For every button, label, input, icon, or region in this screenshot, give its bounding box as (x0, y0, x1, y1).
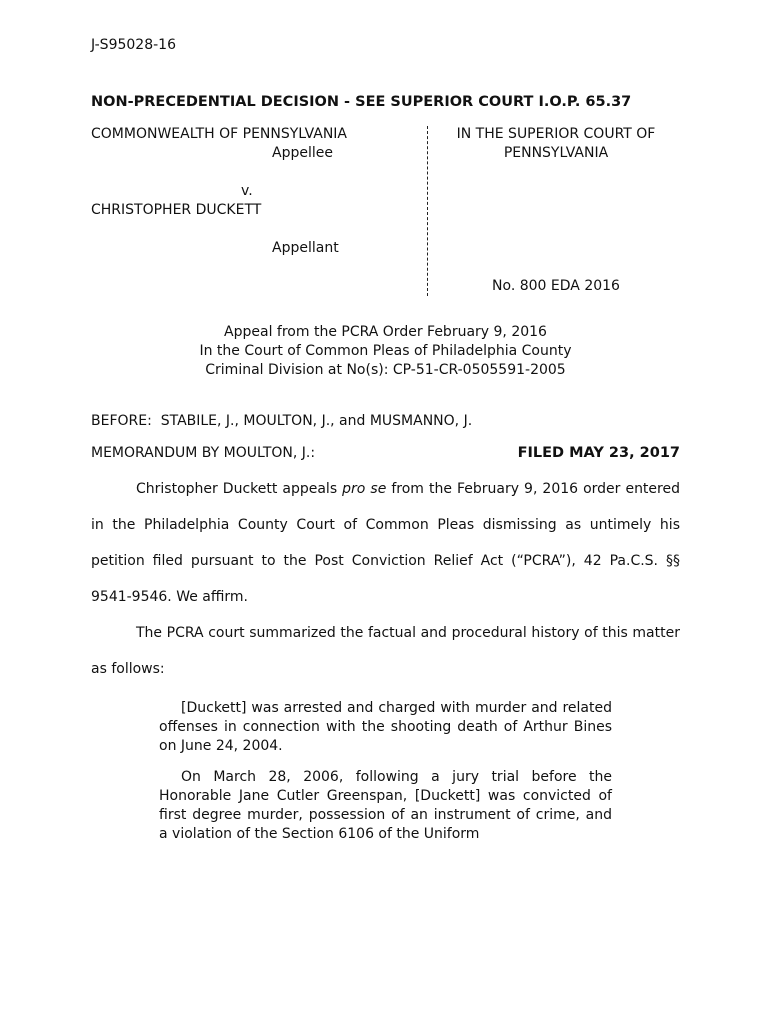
history-intro-paragraph (91, 615, 680, 687)
memorandum-author: MEMORANDUM BY MOULTON, J.: (91, 445, 316, 461)
appeal-line-2: In the Court of Common Pleas of Philadelphia County (199, 343, 572, 359)
appellee-role: Appellee (272, 145, 333, 161)
caption-court (432, 125, 680, 296)
quote-text-1: [Duckett] was arrested and charged with murder and related offenses in connection with the shooting death of Arthur Bines on June 24, 2004. (159, 700, 612, 754)
court-name-line1: IN THE SUPERIOR COURT OF (456, 126, 656, 142)
appellee-name: COMMONWEALTH OF PENNSYLVANIA (91, 126, 348, 142)
block-quote-paragraph-1 (159, 699, 612, 756)
caption-parties (91, 125, 427, 258)
docket-number: J-S95028-16 (91, 37, 176, 53)
appeal-line-3: Criminal Division at No(s): CP-51-CR-0505591-2005 (205, 362, 566, 378)
quote-text-2: On March 28, 2006, following a jury trial before the Honorable Jane Cutler Greenspan, [Duckett] was convicted of first degree murder, possession of an instrument of crime, and a violation of the Section 6106 of the Uniform (159, 769, 612, 842)
p1-text-start: Christopher Duckett appeals (136, 481, 343, 497)
case-number: No. 800 EDA 2016 (492, 278, 620, 294)
filed-date: FILED MAY 23, 2017 (517, 445, 680, 461)
caption-divider (427, 126, 428, 296)
appellant-name: CHRISTOPHER DUCKETT (91, 202, 262, 218)
p2-text: The PCRA court summarized the factual and procedural history of this matter as follows: (91, 625, 680, 677)
non-precedential-notice: NON-PRECEDENTIAL DECISION - SEE SUPERIOR COURT I.O.P. 65.37 (91, 94, 632, 110)
appeal-line-1: Appeal from the PCRA Order February 9, 2016 (224, 324, 547, 340)
panel-judges: BEFORE: STABILE, J., MOULTON, J., and MUSMANNO, J. (91, 413, 473, 429)
memorandum-row (91, 444, 680, 463)
p1-italic-text: pro se (342, 481, 387, 497)
appellant-role: Appellant (272, 240, 339, 256)
opening-paragraph (91, 471, 680, 615)
court-name-line2: PENNSYLVANIA (503, 145, 609, 161)
block-quote-paragraph-2 (159, 768, 612, 844)
versus: v. (241, 183, 253, 199)
p1-text-end: from the February 9, 2016 order entered in the Philadelphia County Court of Common Pleas dismissing as untimely his petition filed pursuant to the Post Conviction Relief Act (“PCRA”), 42 Pa.C.S. §§ 9541-9546. We affirm. (91, 481, 680, 605)
appeal-info (91, 323, 680, 380)
